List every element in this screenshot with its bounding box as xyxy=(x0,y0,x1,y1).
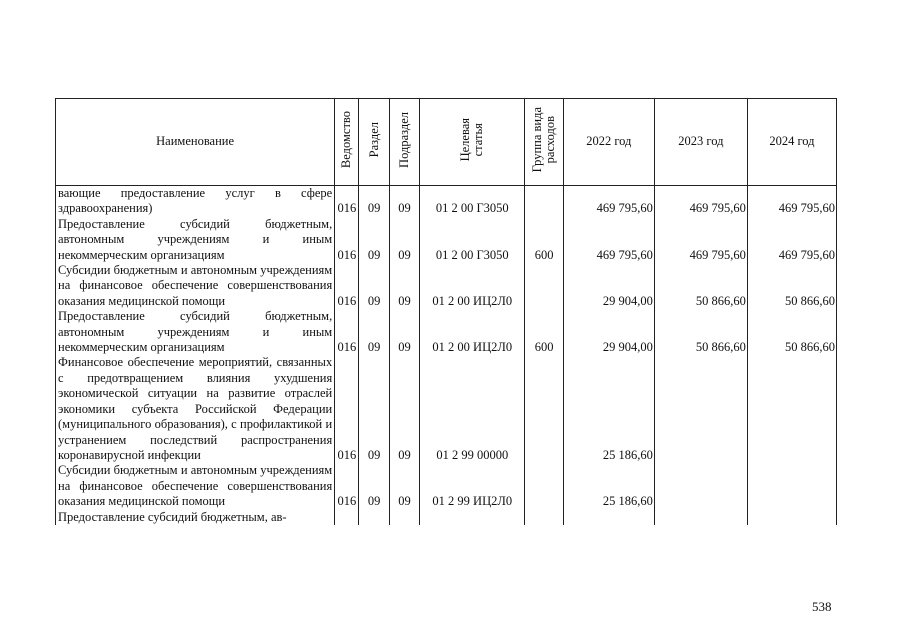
table-row xyxy=(56,355,837,463)
row-grp xyxy=(525,510,563,525)
row-cel xyxy=(420,510,525,525)
table-body xyxy=(56,186,837,525)
row-ved: 016 xyxy=(335,186,359,217)
row-razd: 09 xyxy=(359,186,389,217)
row-cel: 01 2 00 ИЦ2Л0 xyxy=(420,309,525,355)
row-podr xyxy=(389,510,419,525)
header-2023: 2023 год xyxy=(654,99,747,186)
header-2022: 2022 год xyxy=(563,99,654,186)
row-podr: 09 xyxy=(389,355,419,463)
row-name: Субсидии бюджетным и автономным учреждениям на финансовое обеспечение совершенствования оказания медицинской помощи xyxy=(56,463,335,509)
row-cel: 01 2 99 ИЦ2Л0 xyxy=(420,463,525,509)
row-y2024 xyxy=(747,510,836,525)
page-number: 538 xyxy=(812,599,832,614)
row-y2023: 50 866,60 xyxy=(654,309,747,355)
row-y2022 xyxy=(563,510,654,525)
row-razd: 09 xyxy=(359,263,389,309)
row-y2022: 25 186,60 xyxy=(563,463,654,509)
row-podr: 09 xyxy=(389,463,419,509)
header-vedomstvo: Ведомство xyxy=(335,99,359,186)
row-ved: 016 xyxy=(335,263,359,309)
budget-table xyxy=(55,98,837,525)
table-row-continued xyxy=(56,510,837,525)
row-y2023: 469 795,60 xyxy=(654,217,747,263)
row-ved: 016 xyxy=(335,217,359,263)
row-razd: 09 xyxy=(359,217,389,263)
row-ved xyxy=(335,510,359,525)
table-row xyxy=(56,463,837,509)
header-name: Наименование xyxy=(56,99,335,186)
table-row xyxy=(56,309,837,355)
row-razd: 09 xyxy=(359,355,389,463)
row-y2024: 50 866,60 xyxy=(747,309,836,355)
row-y2022: 25 186,60 xyxy=(563,355,654,463)
row-razd: 09 xyxy=(359,309,389,355)
row-y2023 xyxy=(654,510,747,525)
row-ved: 016 xyxy=(335,463,359,509)
header-2024: 2024 год xyxy=(747,99,836,186)
table-row xyxy=(56,186,837,217)
row-cel: 01 2 00 Г3050 xyxy=(420,186,525,217)
row-y2024: 469 795,60 xyxy=(747,217,836,263)
header-podrazdel: Подраздел xyxy=(389,99,419,186)
table-row xyxy=(56,263,837,309)
row-podr: 09 xyxy=(389,263,419,309)
row-razd xyxy=(359,510,389,525)
row-name: Финансовое обеспечение мероприятий, связанных с предотвращением влияния ухудшения экономической ситуации на развитие отраслей экономики субъекта Российской Федерации (муниципального образования), с профилактикой и устранением последствий распространения коронавирусной инфекции xyxy=(56,355,335,463)
table-row xyxy=(56,217,837,263)
row-name: Субсидии бюджетным и автономным учреждениям на финансовое обеспечение совершенствования оказания медицинской помощи xyxy=(56,263,335,309)
row-podr: 09 xyxy=(389,186,419,217)
row-grp xyxy=(525,463,563,509)
row-y2024 xyxy=(747,463,836,509)
row-y2023 xyxy=(654,463,747,509)
row-grp: 600 xyxy=(525,309,563,355)
row-y2024: 50 866,60 xyxy=(747,263,836,309)
row-name: Предоставление субсидий бюджетным, автономным учреждениям и иным некоммерческим организациям xyxy=(56,217,335,263)
row-y2023 xyxy=(654,355,747,463)
header-celevaya: Целевая статья xyxy=(420,99,525,186)
row-ved: 016 xyxy=(335,309,359,355)
row-y2022: 469 795,60 xyxy=(563,186,654,217)
row-podr: 09 xyxy=(389,217,419,263)
row-name: вающие предоставление услуг в сфере здравоохранения) xyxy=(56,186,335,217)
row-y2022: 29 904,00 xyxy=(563,309,654,355)
row-cel: 01 2 00 ИЦ2Л0 xyxy=(420,263,525,309)
row-y2023: 50 866,60 xyxy=(654,263,747,309)
row-razd: 09 xyxy=(359,463,389,509)
row-name: Предоставление субсидий бюджетным, автономным учреждениям и иным некоммерческим организациям xyxy=(56,309,335,355)
row-ved: 016 xyxy=(335,355,359,463)
row-grp xyxy=(525,355,563,463)
row-y2022: 29 904,00 xyxy=(563,263,654,309)
row-y2022: 469 795,60 xyxy=(563,217,654,263)
row-grp: 600 xyxy=(525,217,563,263)
table-header-row xyxy=(56,99,837,186)
header-razdel: Раздел xyxy=(359,99,389,186)
row-name: Предоставление субсидий бюджетным, ав- xyxy=(56,510,335,525)
row-cel: 01 2 00 Г3050 xyxy=(420,217,525,263)
row-grp xyxy=(525,186,563,217)
row-y2023: 469 795,60 xyxy=(654,186,747,217)
row-grp xyxy=(525,263,563,309)
header-gruppa: Группа вида расходов xyxy=(525,99,563,186)
row-y2024: 469 795,60 xyxy=(747,186,836,217)
row-cel: 01 2 99 00000 xyxy=(420,355,525,463)
row-podr: 09 xyxy=(389,309,419,355)
row-y2024 xyxy=(747,355,836,463)
